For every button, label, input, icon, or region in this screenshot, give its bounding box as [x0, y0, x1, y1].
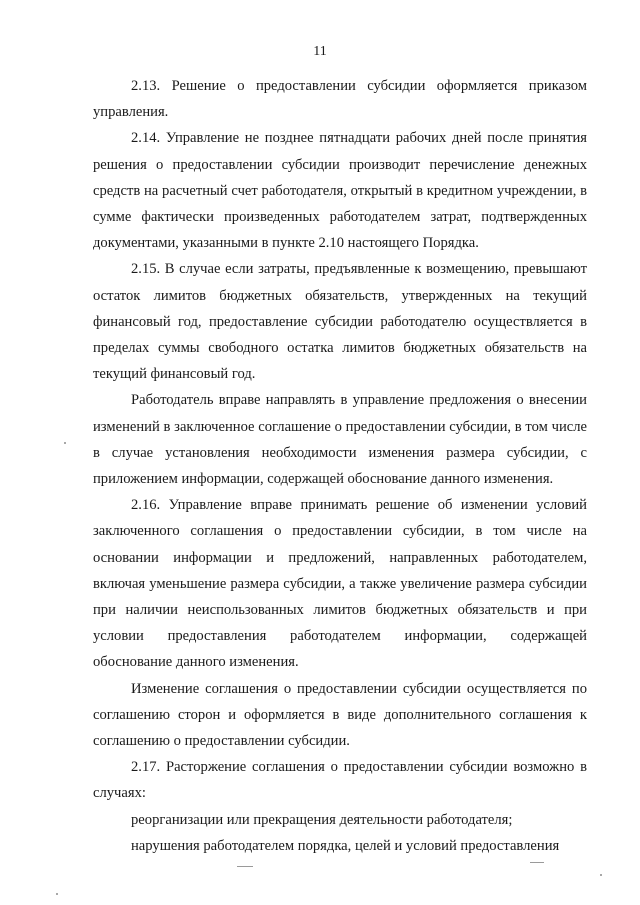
case-item-violation: нарушения работодателем порядка, целей и условий предоставления: [131, 837, 560, 854]
paragraph-employer-right: Работодатель вправе направлять в управление предложения о внесении изменений в заключенное соглашение о предоставлении субсидии, в том числе в случае установления необходимости изменения размера субсидии, с приложением информации, содержащей обоснование данного изменения.: [93, 392, 587, 488]
scan-artifact-dot-3: [56, 893, 58, 895]
document-body: [93, 73, 587, 859]
page-number: 11: [313, 44, 327, 59]
scan-artifact-right: [530, 862, 544, 863]
paragraph-2-15: 2.15. В случае если затраты, предъявленные к возмещению, превышают остаток лимитов бюджетных обязательств, утвержденных на текущий финансовый год, предоставление субсидии работодателю осуществляется в пределах суммы свободного остатка лимитов бюджетных обязательств на текущий финансовый год.: [93, 261, 587, 383]
scan-artifact-left: [237, 866, 253, 867]
paragraph-2-13: 2.13. Решение о предоставлении субсидии оформляется приказом управления.: [93, 78, 587, 121]
paragraph-2-14: 2.14. Управление не позднее пятнадцати рабочих дней после принятия решения о предоставлении субсидии производит перечисление денежных средств на расчетный счет работодателя, открытый в кредитном учреждении, в сумме фактически произведенных работодателем затрат, подтвержденных документами, указанными в пункте 2.10 настоящего Порядка.: [93, 130, 587, 252]
paragraph-2-16: 2.16. Управление вправе принимать решение об изменении условий заключенного соглашения о предоставлении субсидии, в том числе на основании информации и предложений, направленных работодателем, включая уменьшение размера субсидии, а также увеличение размера субсидии при наличии неиспользованных лимитов бюджетных обязательств и при условии предоставления работодателем информации, содержащей обоснование данного изменения.: [93, 497, 587, 671]
scan-artifact-dot-1: [64, 442, 66, 444]
paragraph-2-17: 2.17. Расторжение соглашения о предоставлении субсидии возможно в случаях:: [93, 759, 587, 802]
paragraph-amendment: Изменение соглашения о предоставлении субсидии осуществляется по соглашению сторон и оформляется в виде дополнительного соглашения к соглашению о предоставлении субсидии.: [93, 680, 587, 750]
scan-artifact-dot-2: [600, 874, 602, 876]
case-item-reorganization: реорганизации или прекращения деятельности работодателя;: [131, 811, 513, 828]
